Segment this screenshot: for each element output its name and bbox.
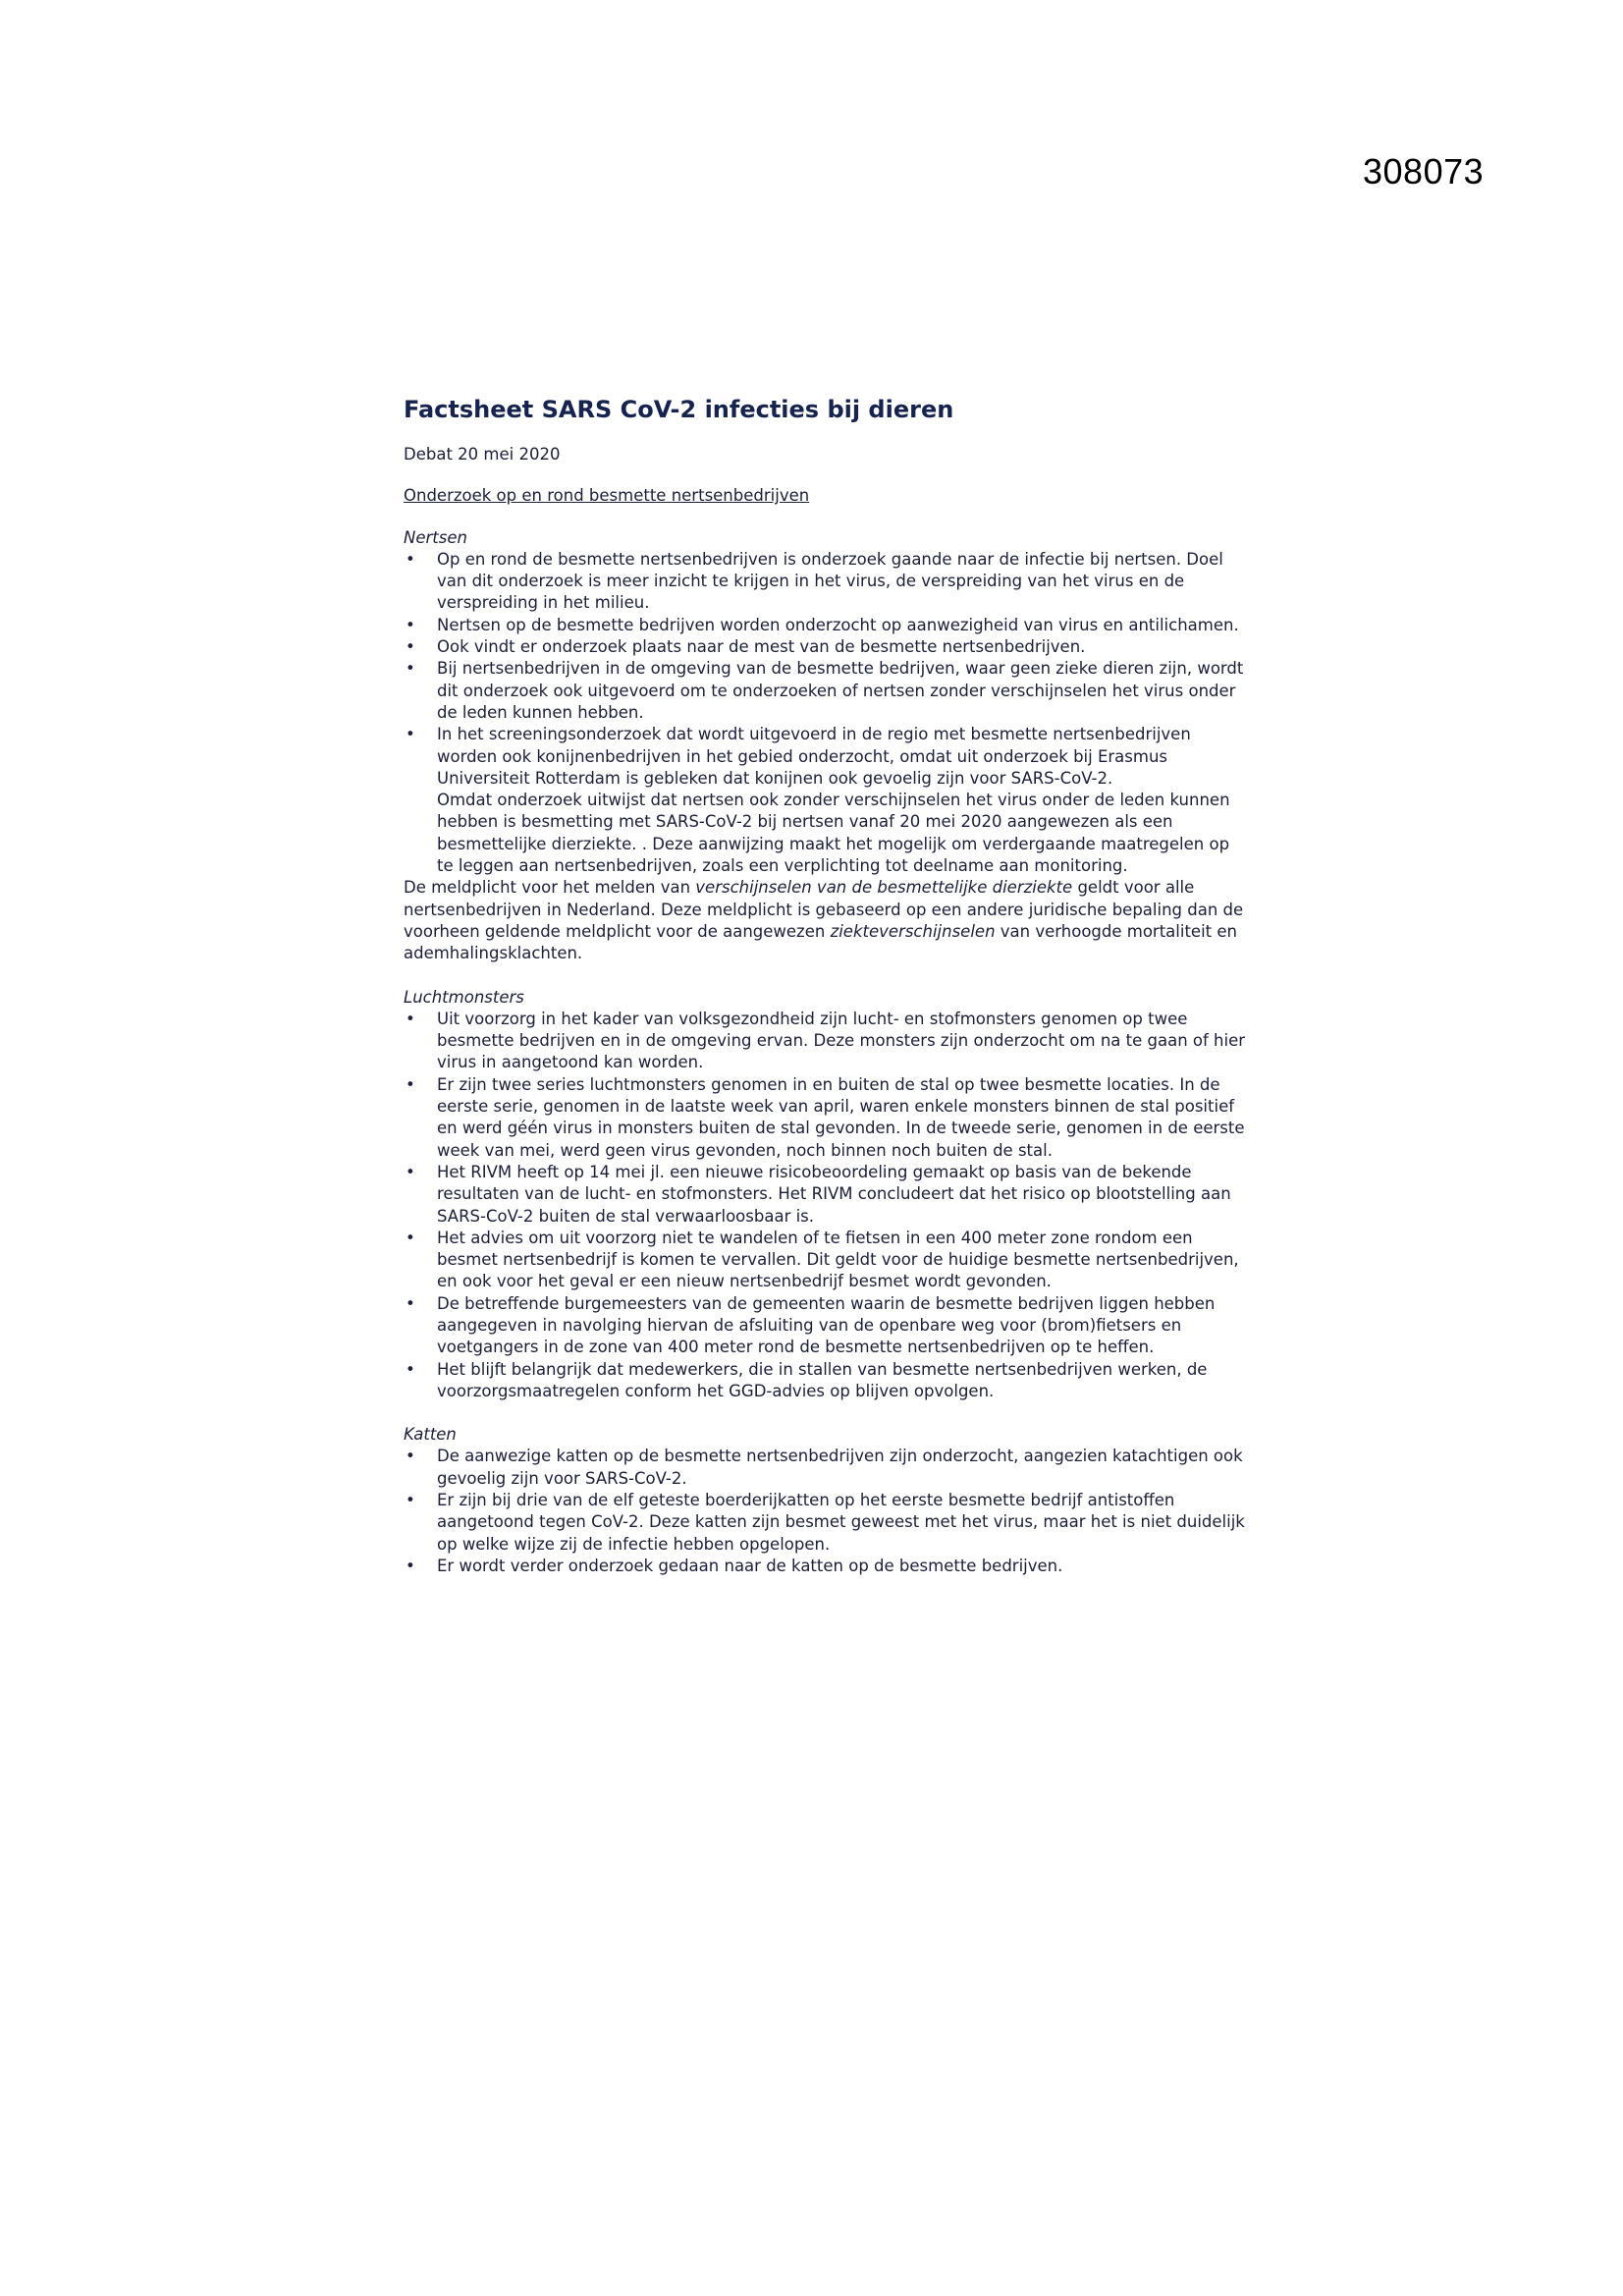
document-body [404, 393, 1248, 1577]
list-item-text: Ook vindt er onderzoek plaats naar de mest van de besmette nertsenbedrijven. [437, 637, 1086, 657]
bullet-icon: • [406, 637, 415, 657]
list-item [404, 1293, 1248, 1359]
subheading-nertsen: Nertsen [404, 527, 467, 547]
paragraph-text: De meldplicht voor het melden van [404, 878, 696, 898]
bullet-icon: • [406, 549, 415, 569]
bullet-icon: • [406, 1491, 415, 1510]
list-item [404, 1162, 1248, 1228]
list-item [404, 1359, 1248, 1403]
list-item [404, 636, 1248, 658]
bullet-icon: • [406, 615, 415, 634]
bullet-icon: • [406, 1556, 415, 1575]
list-item [404, 1490, 1248, 1556]
list-item-text: De betreffende burgemeesters van de gemeenten waarin de besmette bedrijven liggen hebben aangegeven in navolging hiervan de afsluiting van de openbare weg voor (brom)fietsers en voetgangers in de zone van 400 meter rond de besmette nertsenbedrijven op te heffen. [437, 1293, 1216, 1357]
list-item-text: Er wordt verder onderzoek gedaan naar de katten op de besmette bedrijven. [437, 1556, 1063, 1575]
list-item-text: Er zijn twee series luchtmonsters genomen in en buiten de stal op twee besmette locaties. In de eerste serie, genomen in de laatste week van april, waren enkele monsters binnen de stal positief en werd géén virus in monsters buiten de stal gevonden. In de tweede serie, genomen in de eerste week van mei, werd geen virus gevonden, noch binnen noch buiten de stal. [437, 1074, 1245, 1160]
bullet-icon: • [406, 1009, 415, 1028]
bullet-icon: • [406, 1074, 415, 1094]
katten-list [404, 1446, 1248, 1577]
bullet-icon: • [406, 1447, 415, 1466]
spacer [404, 1402, 1248, 1424]
nertsen-list [404, 549, 1248, 877]
subheading-katten: Katten [404, 1425, 457, 1445]
list-item [404, 658, 1248, 724]
document-number: 308073 [1363, 151, 1485, 191]
paragraph-text: van verhoogde mortaliteit en ademhalingsklachten. [404, 921, 1237, 963]
list-item [404, 1009, 1248, 1074]
page-title: Factsheet SARS CoV-2 infecties bij dieren [404, 396, 954, 423]
list-item-text: De aanwezige katten op de besmette nertsenbedrijven zijn onderzocht, aangezien katachtigen ook gevoelig zijn voor SARS-CoV-2. [437, 1447, 1243, 1488]
list-item [404, 724, 1248, 877]
list-item-text: Het advies om uit voorzorg niet te wandelen of te fietsen in een 400 meter zone rondom een besmet nertsenbedrijf is komen te vervallen. Dit geldt voor de huidige besmette nertsenbedrijven, en ook voor het geval er een nieuw nertsenbedrijf besmet wordt gevonden. [437, 1228, 1239, 1291]
luchtmonsters-list [404, 1009, 1248, 1402]
list-item-text: Nertsen op de besmette bedrijven worden onderzocht op aanwezigheid van virus en antilichamen. [437, 615, 1239, 634]
meldplicht-paragraph [404, 877, 1248, 964]
bullet-icon: • [406, 1162, 415, 1181]
list-item [404, 1556, 1248, 1577]
list-item-text: Er zijn bij drie van de elf geteste boerderijkatten op het eerste besmette bedrijf antistoffen aangetoond tegen CoV-2. Deze katten zijn besmet geweest met het virus, maar het is niet duidelijk op welke wijze zij de infectie hebben opgelopen. [437, 1491, 1245, 1554]
bullet-icon: • [406, 1228, 415, 1247]
paragraph-text: geldt voor alle nertsenbedrijven in Nederland. Deze meldplicht is gebaseerd op een andere juridische bepaling dan de voorheen geldende meldplicht voor de aangewezen [404, 878, 1244, 941]
paragraph-italic-text: verschijnselen van de besmettelijke dierziekte [695, 878, 1073, 898]
list-item [404, 615, 1248, 636]
section-title: Onderzoek op en rond besmette nertsenbedrijven [404, 486, 810, 506]
list-item-text: In het screeningsonderzoek dat wordt uitgevoerd in de regio met besmette nertsenbedrijven worden ook konijnenbedrijven in het gebied onderzocht, omdat uit onderzoek bij Erasmus Universiteit Rotterdam is gebleken dat konijnen ook gevoelig zijn voor SARS-CoV-2. [437, 725, 1191, 788]
paragraph-italic-text: ziekteverschijnselen [830, 921, 996, 941]
list-item-text: Het blijft belangrijk dat medewerkers, die in stallen van besmette nertsenbedrijven werken, de voorzorgsmaatregelen conform het GGD-advies op blijven opvolgen. [437, 1359, 1208, 1400]
list-item [404, 1446, 1248, 1490]
bullet-icon: • [406, 725, 415, 744]
debate-date: Debat 20 mei 2020 [404, 445, 561, 464]
list-item-text: Het RIVM heeft op 14 mei jl. een nieuwe risicobeoordeling gemaakt op basis van de bekende resultaten van de lucht- en stofmonsters. Het RIVM concludeert dat het risico op blootstelling aan SARS-CoV-2 buiten de stal verwaarloosbaar is. [437, 1162, 1231, 1226]
bullet-icon: • [406, 1293, 415, 1313]
list-item-text: Bij nertsenbedrijven in de omgeving van de besmette bedrijven, waar geen zieke dieren zijn, wordt dit onderzoek ook uitgevoerd om te onderzoeken of nertsen zonder verschijnselen het virus onder de leden kunnen hebben. [437, 659, 1244, 722]
bullet-icon: • [406, 1359, 415, 1379]
list-item [404, 549, 1248, 615]
list-item-text: Op en rond de besmette nertsenbedrijven is onderzoek gaande naar de infectie bij nertsen. Doel van dit onderzoek is meer inzicht te krijgen in het virus, de verspreiding van het virus en de verspreiding in het milieu. [437, 549, 1223, 613]
spacer [404, 965, 1248, 987]
list-item [404, 1228, 1248, 1293]
list-item-text: Uit voorzorg in het kader van volksgezondheid zijn lucht- en stofmonsters genomen op twee besmette bedrijven en in de omgeving ervan. Deze monsters zijn onderzocht om na te gaan of hier virus in aangetoond kan worden. [437, 1009, 1246, 1072]
list-item [404, 1074, 1248, 1162]
list-item-continuation: Omdat onderzoek uitwijst dat nertsen ook zonder verschijnselen het virus onder de leden kunnen hebben is besmetting met SARS-CoV-2 bij nertsen vanaf 20 mei 2020 aangewezen als een besmettelijke dierziekte. . Deze aanwijzing maakt het mogelijk om verdergaande maatregelen op te leggen aan nertsenbedrijven, zoals een verplichting tot deelname aan monitoring. [437, 791, 1230, 876]
bullet-icon: • [406, 659, 415, 679]
subheading-luchtmonsters: Luchtmonsters [404, 987, 524, 1007]
